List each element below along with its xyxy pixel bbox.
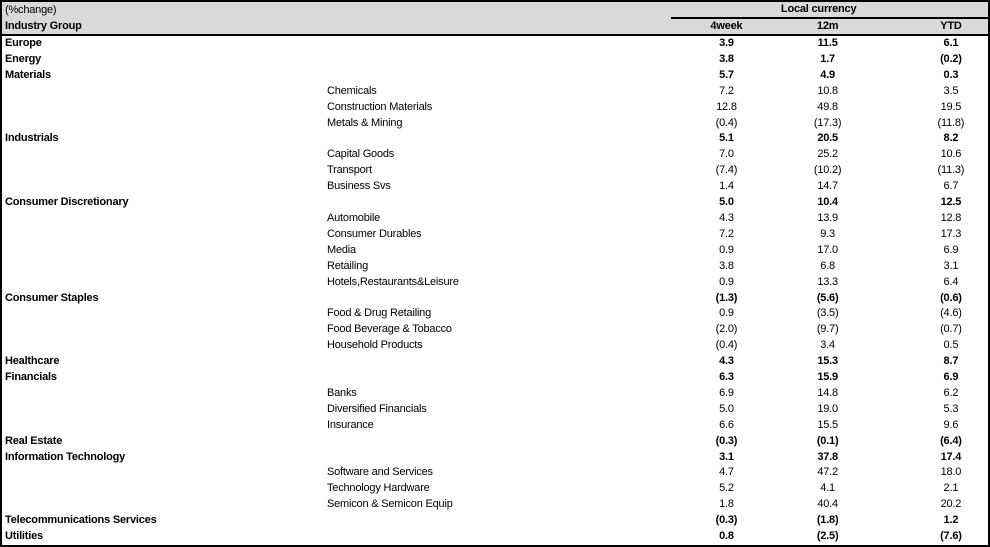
value-4week: 3.8	[719, 259, 734, 272]
value-ytd: 12.5	[940, 196, 962, 209]
table-row	[1, 195, 989, 211]
table-row	[1, 259, 989, 275]
value-12m: 20.5	[817, 132, 838, 145]
value-12m: 25.2	[817, 148, 838, 161]
value-ytd: 0.5	[943, 339, 959, 352]
value-4week: 6.3	[719, 371, 734, 384]
value-ytd: 8.2	[943, 132, 959, 145]
value-4week: 5.0	[719, 402, 734, 415]
value-4week: 0.9	[719, 275, 734, 288]
sub-industry-label: Insurance	[327, 418, 374, 431]
value-12m: 10.8	[817, 84, 838, 97]
value-12m: (9.7)	[816, 323, 839, 336]
sub-industry-label: Business Svs	[327, 180, 391, 193]
value-12m: 9.3	[820, 227, 835, 240]
value-4week: 4.3	[719, 211, 734, 224]
value-4week: 3.9	[719, 37, 734, 49]
table-row	[1, 275, 989, 291]
value-12m: 3.4	[820, 339, 835, 352]
value-ytd: 0.3	[943, 68, 959, 81]
value-12m: 17.0	[817, 243, 838, 256]
sub-industry-label: Food Beverage & Tobacco	[327, 323, 452, 336]
industry-group-label: Healthcare	[5, 355, 60, 368]
sub-industry-label: Software and Services	[327, 466, 433, 479]
value-4week: 3.1	[719, 450, 734, 463]
table-row	[1, 68, 989, 84]
value-12m: 1.7	[820, 52, 835, 65]
value-ytd: 5.3	[943, 402, 959, 415]
table-row	[1, 100, 989, 116]
table-row	[1, 52, 989, 68]
industry-group-column-header: Industry Group	[1, 18, 671, 35]
value-ytd: 6.2	[943, 386, 959, 399]
table-row	[1, 513, 989, 529]
value-4week: 5.7	[719, 68, 734, 81]
value-12m: 13.3	[817, 275, 838, 288]
value-12m: (5.6)	[816, 291, 839, 304]
sub-industry-label: Diversified Financials	[327, 402, 427, 415]
table-row	[1, 338, 989, 354]
value-4week: 3.8	[719, 52, 734, 65]
industry-group-label: Information Technology	[5, 450, 126, 463]
value-12m: 19.0	[817, 402, 838, 415]
spacer-cell	[874, 259, 914, 275]
value-ytd: 6.9	[943, 371, 959, 384]
spacer-cell	[874, 370, 914, 386]
value-ytd: 20.2	[940, 498, 962, 511]
sub-industry-label: Transport	[327, 164, 372, 177]
value-4week: 7.2	[719, 84, 734, 97]
value-12m: (0.1)	[816, 434, 839, 447]
table-row	[1, 418, 989, 434]
value-4week: 7.0	[719, 148, 734, 161]
value-12m: 14.7	[817, 180, 838, 193]
value-4week: 5.1	[719, 132, 734, 145]
industry-group-label: Materials	[5, 68, 51, 81]
value-12m: (2.5)	[816, 530, 839, 543]
table-row	[1, 322, 989, 338]
spacer-cell	[874, 131, 914, 147]
value-ytd: 6.9	[943, 243, 959, 256]
spacer-cell	[874, 306, 914, 322]
table-row	[1, 84, 989, 100]
table-row	[1, 450, 989, 466]
sub-industry-label: Construction Materials	[327, 100, 433, 113]
value-ytd: 6.4	[943, 275, 959, 288]
value-4week: 7.2	[719, 227, 734, 240]
table-row	[1, 227, 989, 243]
table-row	[1, 306, 989, 322]
value-4week: (0.4)	[715, 116, 738, 129]
industry-group-label: Utilities	[5, 530, 43, 543]
table-row	[1, 465, 989, 481]
spacer-cell	[874, 243, 914, 259]
table-row	[1, 481, 989, 497]
sub-industry-label: Semicon & Semicon Equip	[327, 498, 453, 511]
sub-industry-label: Chemicals	[327, 84, 377, 97]
spacer-cell	[874, 529, 914, 546]
industry-group-label: Consumer Staples	[5, 291, 99, 304]
value-4week: 5.0	[719, 196, 734, 209]
percent-change-label: (%change)	[1, 1, 671, 18]
table-row	[1, 370, 989, 386]
spacer-cell	[874, 211, 914, 227]
value-4week: (1.3)	[715, 291, 738, 304]
spacer-cell	[874, 163, 914, 179]
value-4week: 1.8	[719, 498, 734, 511]
spacer-cell	[874, 354, 914, 370]
value-4week: 0.8	[719, 530, 734, 543]
industry-group-label: Financials	[5, 371, 57, 384]
industry-group-label: Consumer Discretionary	[5, 196, 129, 209]
spacer-cell	[874, 434, 914, 450]
table-row	[1, 386, 989, 402]
table-row	[1, 497, 989, 513]
table-row	[1, 179, 989, 195]
spacer-cell	[874, 465, 914, 481]
value-4week: 6.6	[719, 418, 734, 431]
table-row	[1, 529, 989, 546]
sub-industry-label: Capital Goods	[327, 148, 395, 161]
value-ytd: 8.7	[943, 355, 959, 368]
spacer-cell	[874, 179, 914, 195]
value-4week: 5.2	[719, 482, 734, 495]
value-4week: 6.9	[719, 386, 734, 399]
industry-group-label: Europe	[5, 37, 42, 49]
spacer-cell	[874, 116, 914, 132]
value-12m: 37.8	[817, 450, 838, 463]
value-4week: 4.7	[719, 466, 734, 479]
value-12m: 14.8	[817, 386, 838, 399]
spacer-cell	[874, 481, 914, 497]
spacer-cell	[874, 68, 914, 84]
spacer-cell	[874, 35, 914, 52]
value-12m: 4.1	[820, 482, 835, 495]
table-row	[1, 116, 989, 132]
value-12m: 15.3	[817, 355, 838, 368]
sub-industry-label: Banks	[327, 386, 357, 399]
spacer-cell	[874, 513, 914, 529]
value-12m: 10.4	[817, 196, 838, 209]
value-ytd: 1.2	[943, 514, 959, 527]
value-ytd: 19.5	[940, 100, 962, 113]
sub-industry-label: Food & Drug Retailing	[327, 307, 432, 320]
value-12m: 15.9	[817, 371, 838, 384]
column-header-ytd: YTD	[914, 18, 989, 35]
table-row	[1, 354, 989, 370]
table-row	[1, 147, 989, 163]
value-12m: 47.2	[817, 466, 838, 479]
table-row	[1, 131, 989, 147]
industry-group-label: Energy	[5, 52, 42, 65]
value-12m: 13.9	[817, 211, 838, 224]
value-ytd: (11.3)	[937, 164, 965, 177]
spacer-cell	[874, 386, 914, 402]
sub-industry-label: Household Products	[327, 339, 423, 352]
value-ytd: (0.2)	[940, 52, 962, 65]
value-ytd: (11.8)	[937, 116, 965, 129]
value-ytd: 10.6	[940, 148, 962, 161]
value-ytd: 2.1	[943, 482, 959, 495]
value-12m: (10.2)	[813, 164, 842, 177]
spacer-cell	[874, 195, 914, 211]
value-4week: 0.9	[719, 243, 734, 256]
value-ytd: (6.4)	[940, 434, 962, 447]
column-header-12m: 12m	[782, 18, 874, 35]
table-row	[1, 434, 989, 450]
value-4week: (0.4)	[715, 339, 738, 352]
value-ytd: 3.5	[943, 84, 959, 97]
value-12m: 15.5	[817, 418, 838, 431]
spacer-cell	[874, 147, 914, 163]
value-12m: (17.3)	[813, 116, 842, 129]
sub-industry-label: Hotels,Restaurants&Leisure	[327, 275, 459, 288]
value-12m: (3.5)	[816, 307, 839, 320]
table-row	[1, 402, 989, 418]
spacer-cell	[874, 418, 914, 434]
value-ytd: 12.8	[940, 211, 962, 224]
spacer-cell	[874, 450, 914, 466]
spacer-cell	[874, 275, 914, 291]
industry-group-label: Telecommunications Services	[5, 514, 157, 527]
value-ytd: 18.0	[940, 466, 962, 479]
spacer-cell	[874, 52, 914, 68]
value-ytd: (0.7)	[940, 323, 962, 336]
value-ytd: 6.1	[943, 37, 959, 49]
value-ytd: 17.3	[940, 227, 962, 240]
value-4week: (0.3)	[715, 514, 738, 527]
value-ytd: 17.4	[940, 450, 962, 463]
value-4week: 0.9	[719, 307, 734, 320]
spacer-cell	[874, 291, 914, 307]
value-12m: 49.8	[817, 100, 838, 113]
value-4week: (0.3)	[715, 434, 738, 447]
sub-industry-label: Retailing	[327, 259, 369, 272]
spacer-column-header	[874, 18, 914, 35]
column-header-4week: 4week	[671, 18, 781, 35]
spacer-cell	[874, 338, 914, 354]
industry-group-label: Industrials	[5, 132, 59, 145]
sub-industry-label: Media	[327, 243, 356, 256]
value-12m: 11.5	[817, 37, 838, 49]
spacer-cell	[874, 227, 914, 243]
value-12m: 4.9	[820, 68, 835, 81]
sub-industry-label: Technology Hardware	[327, 482, 430, 495]
sub-industry-label: Automobile	[327, 211, 381, 224]
value-12m: 6.8	[820, 259, 835, 272]
value-ytd: (7.6)	[940, 530, 962, 543]
value-ytd: 3.1	[943, 259, 959, 272]
value-4week: (2.0)	[715, 323, 738, 336]
value-4week: (7.4)	[715, 164, 738, 177]
value-ytd: 6.7	[943, 180, 959, 193]
sub-industry-label: Consumer Durables	[327, 227, 422, 240]
table-row	[1, 163, 989, 179]
spacer-cell	[874, 84, 914, 100]
industry-group-label: Real Estate	[5, 434, 63, 447]
value-12m: 40.4	[817, 498, 838, 511]
table-row	[1, 35, 989, 52]
value-ytd: 9.6	[943, 418, 959, 431]
table-header	[1, 1, 989, 35]
table-row	[1, 211, 989, 227]
header-row-columns	[1, 18, 989, 35]
value-ytd: (4.6)	[940, 307, 962, 320]
table-row	[1, 243, 989, 259]
spacer-cell	[874, 322, 914, 338]
value-12m: (1.8)	[816, 514, 839, 527]
value-4week: 1.4	[719, 180, 734, 193]
value-ytd: (0.6)	[940, 291, 962, 304]
value-4week: 12.8	[716, 100, 737, 113]
value-4week: 4.3	[719, 355, 734, 368]
local-currency-group-header: Local currency	[671, 1, 989, 18]
table-body	[1, 35, 989, 547]
header-row-currency	[1, 1, 989, 18]
table-row	[1, 291, 989, 307]
sub-industry-label: Metals & Mining	[327, 116, 403, 129]
spacer-cell	[874, 402, 914, 418]
spacer-cell	[874, 497, 914, 513]
spacer-cell	[874, 100, 914, 116]
